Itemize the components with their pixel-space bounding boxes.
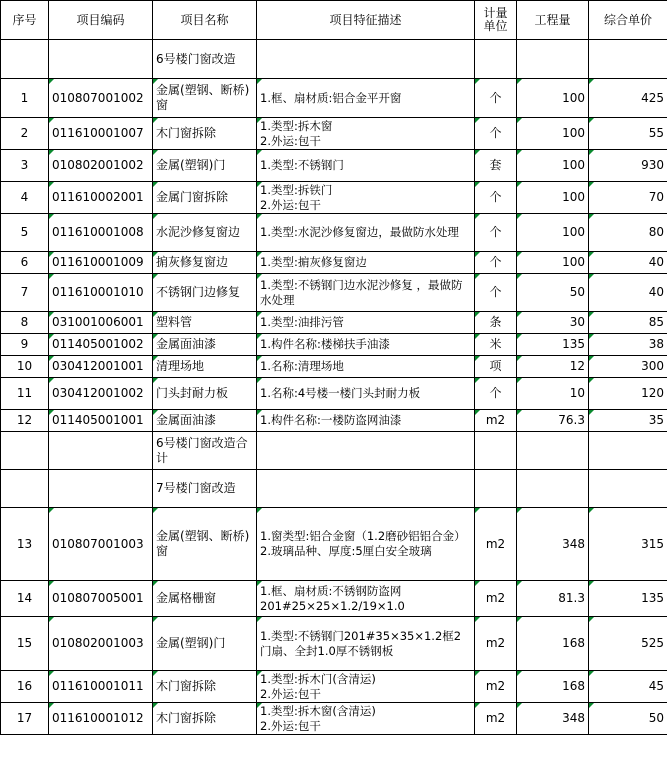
cell-qty[interactable]: 30	[517, 312, 589, 334]
cell-seq[interactable]: 11	[1, 378, 49, 410]
table-row	[1, 118, 667, 150]
empty-cell[interactable]	[1, 432, 49, 470]
empty-cell[interactable]	[517, 432, 589, 470]
cell-seq[interactable]: 15	[1, 617, 49, 671]
cell-desc[interactable]: 1.类型:掮灰修复窗边	[257, 252, 475, 274]
cell-unit[interactable]: m2	[475, 410, 517, 432]
cell-code[interactable]: 011610001011	[49, 671, 153, 703]
cell-name[interactable]: 不锈钢门边修复	[153, 274, 257, 312]
cell-name[interactable]: 金属面油漆	[153, 410, 257, 432]
cell-code[interactable]: 030412001002	[49, 378, 153, 410]
empty-cell[interactable]	[1, 470, 49, 508]
cell-seq[interactable]: 4	[1, 182, 49, 214]
empty-cell[interactable]	[49, 432, 153, 470]
cell-qty[interactable]: 12	[517, 356, 589, 378]
cell-unit[interactable]: 个	[475, 79, 517, 118]
empty-cell[interactable]	[475, 40, 517, 79]
cell-seq[interactable]: 9	[1, 334, 49, 356]
cell-name[interactable]: 金属面油漆	[153, 334, 257, 356]
cell-name[interactable]: 掮灰修复窗边	[153, 252, 257, 274]
cell-desc[interactable]: 1.类型:水泥沙修复窗边，最做防水处理	[257, 214, 475, 252]
cell-price[interactable]: 135	[589, 581, 667, 617]
cell-qty[interactable]: 100	[517, 118, 589, 150]
cell-price[interactable]: 85	[589, 312, 667, 334]
header-price[interactable]: 综合单价	[589, 1, 667, 40]
table-row	[1, 356, 667, 378]
cell-seq[interactable]: 8	[1, 312, 49, 334]
table-row	[1, 508, 667, 581]
empty-cell[interactable]	[1, 40, 49, 79]
header-unit[interactable]	[475, 1, 517, 40]
cell-name[interactable]: 金属(塑钢、断桥)窗	[153, 79, 257, 118]
cell-price[interactable]: 525	[589, 617, 667, 671]
cell-price[interactable]: 930	[589, 150, 667, 182]
empty-cell[interactable]	[257, 432, 475, 470]
cell-code[interactable]: 011405001001	[49, 410, 153, 432]
cell-seq[interactable]: 10	[1, 356, 49, 378]
cell-qty[interactable]: 100	[517, 182, 589, 214]
empty-cell[interactable]	[49, 470, 153, 508]
cell-code[interactable]: 031001006001	[49, 312, 153, 334]
cell-unit[interactable]: 个	[475, 274, 517, 312]
cell-desc[interactable]: 1.类型:拆木窗(含清运) 2.外运:包干	[257, 703, 475, 735]
empty-cell[interactable]	[257, 470, 475, 508]
header-qty[interactable]: 工程量	[517, 1, 589, 40]
cell-unit[interactable]: 个	[475, 378, 517, 410]
empty-cell[interactable]	[517, 470, 589, 508]
cell-unit[interactable]: 个	[475, 118, 517, 150]
section-row	[1, 40, 667, 79]
cell-seq[interactable]: 12	[1, 410, 49, 432]
cell-seq[interactable]: 14	[1, 581, 49, 617]
cell-qty[interactable]: 50	[517, 274, 589, 312]
cell-desc[interactable]: 1.名称:4号楼一楼门头封耐力板	[257, 378, 475, 410]
cell-code[interactable]: 010807005001	[49, 581, 153, 617]
cell-qty[interactable]: 135	[517, 334, 589, 356]
cell-unit[interactable]: 个	[475, 182, 517, 214]
cell-code[interactable]: 011610002001	[49, 182, 153, 214]
cell-unit[interactable]: m2	[475, 581, 517, 617]
cell-unit[interactable]: 个	[475, 214, 517, 252]
cell-name[interactable]: 门头封耐力板	[153, 378, 257, 410]
empty-cell[interactable]	[49, 40, 153, 79]
cell-qty[interactable]: 100	[517, 252, 589, 274]
cell-qty[interactable]: 10	[517, 378, 589, 410]
cell-desc[interactable]: 1.构件名称:楼梯扶手油漆	[257, 334, 475, 356]
cell-price[interactable]: 315	[589, 508, 667, 581]
cell-seq[interactable]: 17	[1, 703, 49, 735]
empty-cell[interactable]	[589, 432, 667, 470]
cell-code[interactable]: 011610001007	[49, 118, 153, 150]
cell-price[interactable]: 80	[589, 214, 667, 252]
table-row	[1, 334, 667, 356]
cell-seq[interactable]: 13	[1, 508, 49, 581]
header-unit-label: 计量单位	[483, 6, 508, 33]
empty-cell[interactable]	[517, 40, 589, 79]
cell-name[interactable]: 金属(塑钢)门	[153, 150, 257, 182]
header-seq[interactable]: 序号	[1, 1, 49, 40]
cell-price[interactable]: 40	[589, 252, 667, 274]
cell-unit[interactable]: 个	[475, 252, 517, 274]
section-row	[1, 432, 667, 470]
cell-desc[interactable]: 1.框、扇材质:不锈钢防盗网201#25×25×1.2/19×1.0	[257, 581, 475, 617]
table-row	[1, 274, 667, 312]
cell-seq[interactable]: 7	[1, 274, 49, 312]
cell-name[interactable]: 金属门窗拆除	[153, 182, 257, 214]
cell-qty[interactable]: 81.3	[517, 581, 589, 617]
section-title[interactable]: 6号楼门窗改造合计	[153, 432, 257, 470]
cell-seq[interactable]: 5	[1, 214, 49, 252]
section-row	[1, 470, 667, 508]
empty-cell[interactable]	[475, 470, 517, 508]
header-row	[1, 1, 667, 40]
cell-desc[interactable]: 1.构件名称:一楼防盗网油漆	[257, 410, 475, 432]
table-row	[1, 410, 667, 432]
cell-code[interactable]: 011610001010	[49, 274, 153, 312]
cell-code[interactable]: 011610001009	[49, 252, 153, 274]
table-row	[1, 214, 667, 252]
cell-name[interactable]: 金属(塑钢、断桥)窗	[153, 508, 257, 581]
empty-cell[interactable]	[589, 470, 667, 508]
empty-cell[interactable]	[475, 432, 517, 470]
cell-seq[interactable]: 3	[1, 150, 49, 182]
cell-unit[interactable]: m2	[475, 508, 517, 581]
header-name[interactable]: 项目名称	[153, 1, 257, 40]
cell-desc[interactable]: 1.名称:清理场地	[257, 356, 475, 378]
cell-unit[interactable]: 项	[475, 356, 517, 378]
cell-price[interactable]: 55	[589, 118, 667, 150]
cell-unit[interactable]: m2	[475, 703, 517, 735]
cell-qty[interactable]: 348	[517, 703, 589, 735]
cell-name[interactable]: 木门窗拆除	[153, 118, 257, 150]
cell-price[interactable]: 40	[589, 274, 667, 312]
cell-unit[interactable]: 米	[475, 334, 517, 356]
cell-desc[interactable]: 1.类型:不锈钢门边水泥沙修复 ，最做防水处理	[257, 274, 475, 312]
cell-price[interactable]: 300	[589, 356, 667, 378]
cell-name[interactable]: 水泥沙修复窗边	[153, 214, 257, 252]
cell-code[interactable]: 011610001008	[49, 214, 153, 252]
cell-qty[interactable]: 168	[517, 617, 589, 671]
table-row	[1, 312, 667, 334]
cell-price[interactable]: 38	[589, 334, 667, 356]
cell-price[interactable]: 120	[589, 378, 667, 410]
cell-seq[interactable]: 16	[1, 671, 49, 703]
cell-desc[interactable]: 1.类型:拆木窗 2.外运:包干	[257, 118, 475, 150]
cell-unit[interactable]: m2	[475, 617, 517, 671]
cell-price[interactable]: 45	[589, 671, 667, 703]
cell-qty[interactable]: 348	[517, 508, 589, 581]
cell-name[interactable]: 木门窗拆除	[153, 671, 257, 703]
table-row	[1, 150, 667, 182]
cell-name[interactable]: 金属格栅窗	[153, 581, 257, 617]
cell-name[interactable]: 清理场地	[153, 356, 257, 378]
cell-name[interactable]: 金属(塑钢)门	[153, 617, 257, 671]
cell-price[interactable]: 35	[589, 410, 667, 432]
table-row	[1, 79, 667, 118]
cell-desc[interactable]: 1.类型:油排污管	[257, 312, 475, 334]
cell-code[interactable]: 010802001002	[49, 150, 153, 182]
table-row	[1, 581, 667, 617]
cell-name[interactable]: 塑料管	[153, 312, 257, 334]
empty-cell[interactable]	[257, 40, 475, 79]
cell-price[interactable]: 70	[589, 182, 667, 214]
cell-price[interactable]: 50	[589, 703, 667, 735]
cell-qty[interactable]: 100	[517, 79, 589, 118]
cell-seq[interactable]: 6	[1, 252, 49, 274]
table-row	[1, 617, 667, 671]
cell-code[interactable]: 011405001002	[49, 334, 153, 356]
table-row	[1, 703, 667, 735]
cell-unit[interactable]: 条	[475, 312, 517, 334]
cell-unit[interactable]: 套	[475, 150, 517, 182]
cell-unit[interactable]: m2	[475, 671, 517, 703]
table-row	[1, 182, 667, 214]
cell-qty[interactable]: 100	[517, 214, 589, 252]
cell-desc[interactable]: 1.类型:不锈钢门201#35×35×1.2框2门扇、全封1.0厚不锈钢板	[257, 617, 475, 671]
cell-desc[interactable]: 1.框、扇材质:铝合金平开窗	[257, 79, 475, 118]
empty-cell[interactable]	[589, 40, 667, 79]
header-desc[interactable]: 项目特征描述	[257, 1, 475, 40]
cell-seq[interactable]: 2	[1, 118, 49, 150]
cell-price[interactable]: 425	[589, 79, 667, 118]
cell-desc[interactable]: 1.类型:不锈钢门	[257, 150, 475, 182]
cell-desc[interactable]: 1.类型:拆铁门 2.外运:包干	[257, 182, 475, 214]
cell-code[interactable]: 010807001003	[49, 508, 153, 581]
section-title[interactable]: 7号楼门窗改造	[153, 470, 257, 508]
cell-name[interactable]: 木门窗拆除	[153, 703, 257, 735]
cell-code[interactable]: 010802001003	[49, 617, 153, 671]
table-row	[1, 252, 667, 274]
cell-desc[interactable]: 1.类型:拆木门(含清运) 2.外运:包干	[257, 671, 475, 703]
cell-code[interactable]: 030412001001	[49, 356, 153, 378]
table-row	[1, 378, 667, 410]
cell-code[interactable]: 011610001012	[49, 703, 153, 735]
cell-qty[interactable]: 100	[517, 150, 589, 182]
section-title[interactable]: 6号楼门窗改造	[153, 40, 257, 79]
cell-seq[interactable]: 1	[1, 79, 49, 118]
header-code[interactable]: 项目编码	[49, 1, 153, 40]
cell-desc[interactable]: 1.窗类型:铝合金窗（1.2磨砂铝铝合金） 2.玻璃品种、厚度:5厘白安全玻璃	[257, 508, 475, 581]
table-body	[1, 40, 667, 735]
cell-qty[interactable]: 168	[517, 671, 589, 703]
cell-qty[interactable]: 76.3	[517, 410, 589, 432]
table-row	[1, 671, 667, 703]
cell-code[interactable]: 010807001002	[49, 79, 153, 118]
